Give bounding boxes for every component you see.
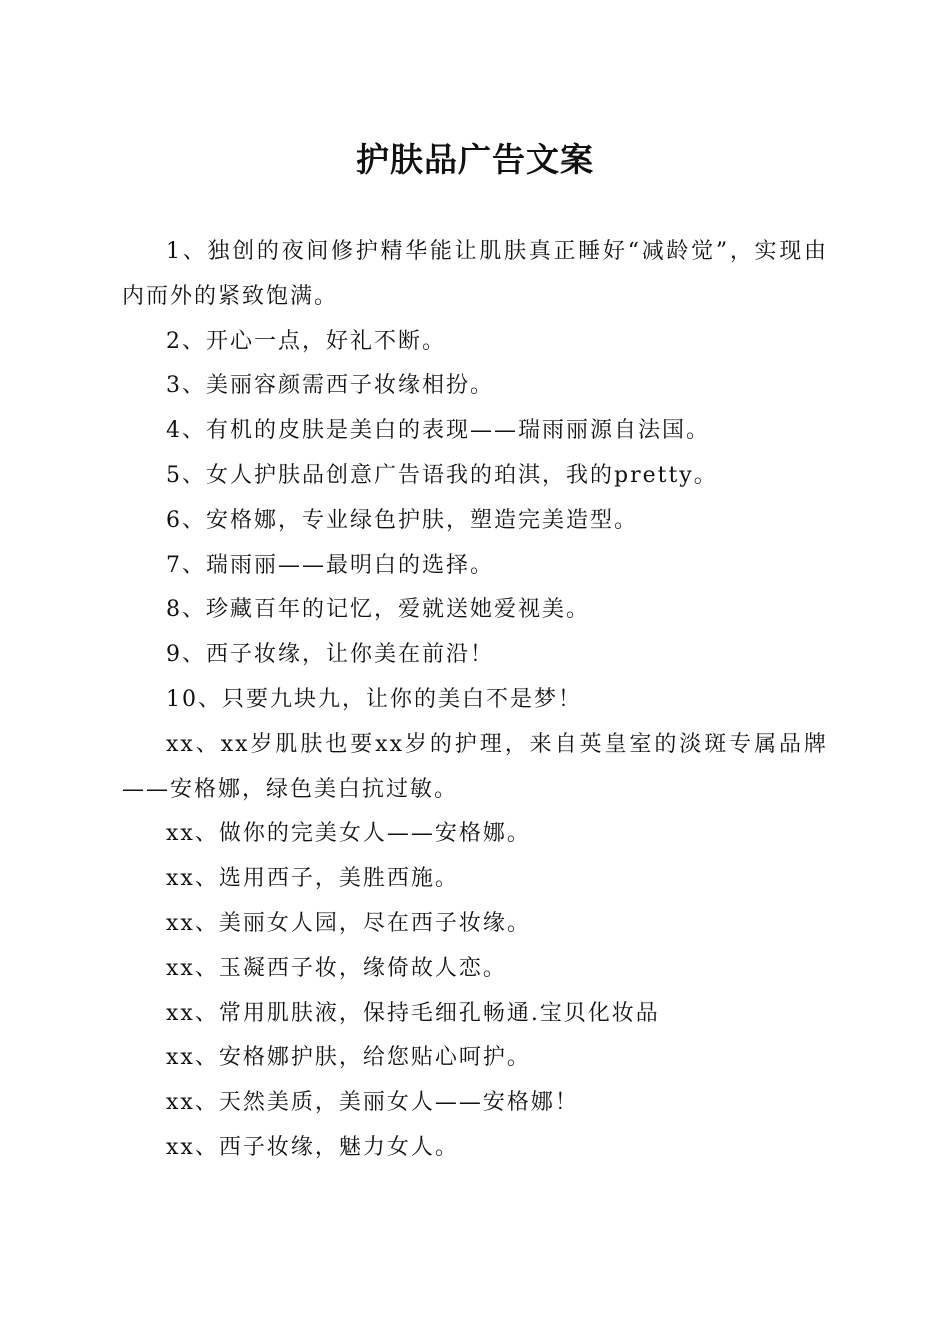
- document-body: [122, 230, 828, 1171]
- paragraph-4: 4、有机的皮肤是美白的表现——瑞雨丽源自法国。: [166, 418, 710, 444]
- paragraph-16: xx、常用肌肤液，保持毛细孔畅通.宝贝化妆品: [166, 1000, 660, 1026]
- paragraph-19: xx、西子妆缘，魅力女人。: [166, 1134, 459, 1160]
- paragraph-14: xx、美丽女人园，尽在西子妆缘。: [166, 910, 531, 936]
- paragraph-10: 10、只要九块九，让你的美白不是梦！: [166, 686, 582, 712]
- paragraph-7: 7、瑞雨丽——最明白的选择。: [166, 552, 494, 578]
- paragraph-1: 1、独创的夜间修护精华能让肌肤真正睡好“减龄觉”，实现由内而外的紧致饱满。: [122, 239, 828, 309]
- paragraph-13: xx、选用西子，美胜西施。: [166, 866, 459, 892]
- paragraph-3: 3、美丽容颜需西子妆缘相扮。: [166, 373, 494, 399]
- paragraph-11: xx、xx岁肌肤也要xx岁的护理，来自英皇室的淡斑专属品牌——安格娜，绿色美白抗过敏。: [122, 731, 828, 802]
- paragraph-8: 8、珍藏百年的记忆，爱就送她爱视美。: [166, 597, 590, 623]
- paragraph-17: xx、安格娜护肤，给您贴心呵护。: [166, 1045, 531, 1071]
- paragraph-5: 5、女人护肤品创意广告语我的珀淇，我的pretty。: [166, 462, 718, 488]
- paragraph-9: 9、西子妆缘，让你美在前沿！: [166, 642, 494, 668]
- paragraph-12: xx、做你的完美女人——安格娜。: [166, 821, 531, 847]
- paragraph-6: 6、安格娜，专业绿色护肤，塑造完美造型。: [166, 507, 638, 533]
- paragraph-15: xx、玉凝西子妆，缘倚故人恋。: [166, 955, 507, 981]
- paragraph-18: xx、天然美质，美丽女人——安格娜！: [166, 1090, 579, 1116]
- document-title: 护肤品广告文案: [356, 140, 594, 179]
- paragraph-2: 2、开心一点，好礼不断。: [166, 328, 446, 354]
